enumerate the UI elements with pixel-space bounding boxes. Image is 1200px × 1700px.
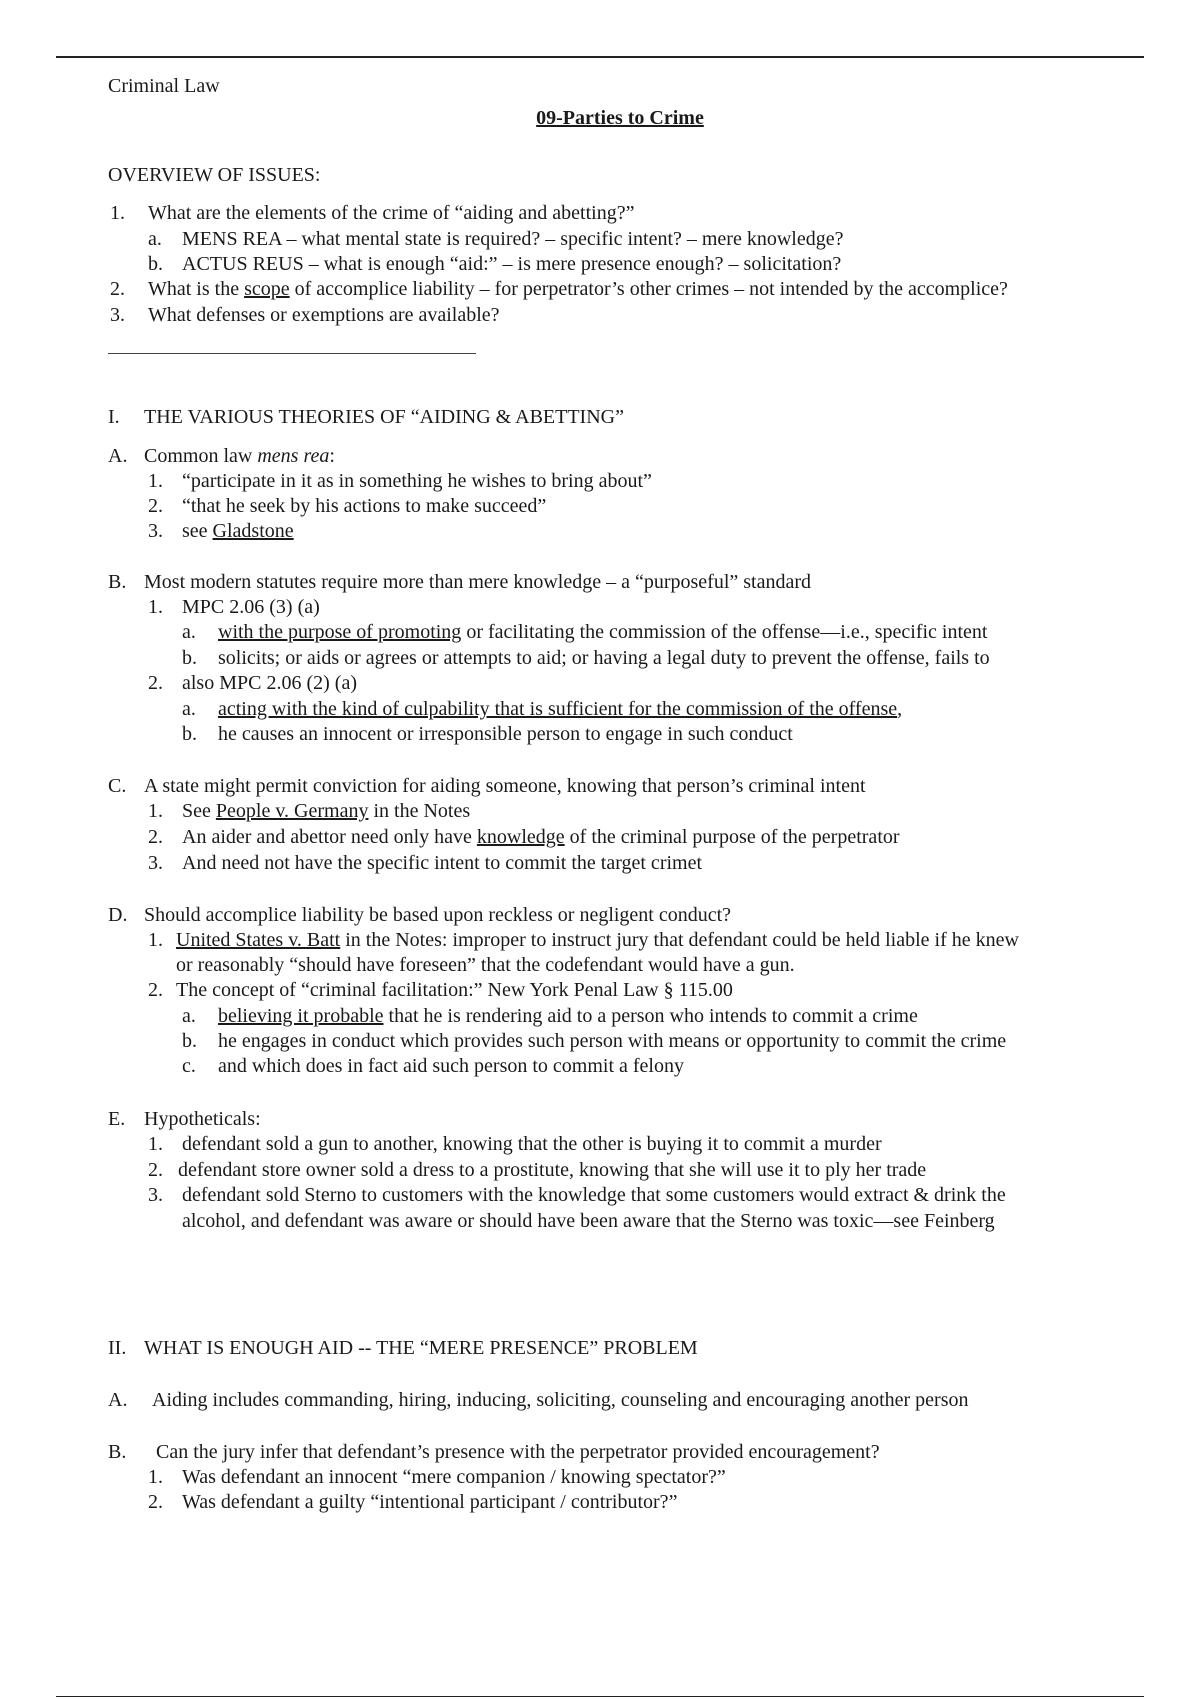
list-item: solicits; or aids or agrees or attempts to aid; or having a legal duty to prevent the offense, fails to — [218, 647, 990, 669]
list-item: defendant sold Sterno to customers with the knowledge that some customers would extract & drink the — [182, 1184, 1006, 1206]
section-number: I. — [108, 406, 120, 428]
subsection-letter: A. — [108, 1389, 128, 1411]
list-item: What are the elements of the crime of “aiding and abetting?” — [148, 202, 635, 224]
list-item: with the purpose of promoting or facilitating the commission of the offense—i.e., specific intent — [218, 621, 988, 643]
list-number: 1. — [148, 1466, 163, 1488]
list-number: a. — [182, 1005, 196, 1027]
list-item: What is the scope of accomplice liability – for perpetrator’s other crimes – not intended by the accomplice? — [148, 278, 1008, 300]
list-number: 3. — [148, 852, 163, 874]
list-number: 2. — [148, 979, 163, 1001]
list-item: MENS REA – what mental state is required? – specific intent? – mere knowledge? — [182, 228, 844, 250]
list-number: 2. — [110, 278, 125, 300]
list-item: defendant store owner sold a dress to a prostitute, knowing that she will use it to ply her trade — [178, 1159, 927, 1181]
subsection-heading: Hypotheticals: — [144, 1108, 261, 1130]
subsection-heading: Should accomplice liability be based upon reckless or negligent conduct? — [144, 904, 732, 926]
subsection-heading: Aiding includes commanding, hiring, inducing, soliciting, counseling and encouraging another person — [152, 1389, 969, 1411]
list-item: United States v. Batt in the Notes: improper to instruct jury that defendant could be held liable if he knew — [176, 929, 1019, 951]
subsection-heading: Most modern statutes require more than mere knowledge – a “purposeful” standard — [144, 571, 812, 593]
course-name: Criminal Law — [108, 75, 220, 97]
list-item-continuation: alcohol, and defendant was aware or should have been aware that the Sterno was toxic—see Feinberg — [182, 1210, 995, 1232]
list-item: and which does in fact aid such person to commit a felony — [218, 1055, 684, 1077]
subsection-letter: B. — [108, 1441, 127, 1463]
subsection-letter: E. — [108, 1108, 126, 1130]
list-item: defendant sold a gun to another, knowing that the other is buying it to commit a murder — [182, 1133, 882, 1155]
list-item: An aider and abettor need only have knowledge of the criminal purpose of the perpetrator — [182, 826, 900, 848]
list-number: a. — [182, 698, 196, 720]
list-item: Was defendant an innocent “mere companion / knowing spectator?” — [182, 1466, 726, 1488]
list-number: 1. — [148, 596, 163, 618]
list-item: And need not have the specific intent to commit the target crimet — [182, 852, 703, 874]
list-item: MPC 2.06 (3) (a) — [182, 596, 320, 618]
list-number: 3. — [110, 304, 125, 326]
list-item: What defenses or exemptions are available? — [148, 304, 500, 326]
subsection-letter: A. — [108, 445, 128, 467]
list-number: b. — [182, 723, 197, 745]
list-item: “participate in it as in something he wishes to bring about” — [182, 470, 652, 492]
subsection-letter: D. — [108, 904, 128, 926]
list-number: 2. — [148, 672, 163, 694]
list-number: 1. — [148, 1133, 163, 1155]
list-number: 3. — [148, 520, 163, 542]
section-heading: WHAT IS ENOUGH AID -- THE “MERE PRESENCE” PROBLEM — [144, 1337, 698, 1359]
list-number: b. — [148, 253, 163, 275]
subsection-letter: C. — [108, 775, 127, 797]
list-item-continuation: or reasonably “should have foreseen” that the codefendant would have a gun. — [176, 954, 795, 976]
list-item: See People v. Germany in the Notes — [182, 800, 471, 822]
subsection-heading: Can the jury infer that defendant’s presence with the perpetrator provided encouragement? — [156, 1441, 880, 1463]
subsection-letter: B. — [108, 571, 127, 593]
list-item: believing it probable that he is rendering aid to a person who intends to commit a crime — [218, 1005, 918, 1027]
list-item: ACTUS REUS – what is enough “aid:” – is mere presence enough? – solicitation? — [182, 253, 842, 275]
list-number: a. — [182, 621, 196, 643]
list-number: 2. — [148, 1491, 163, 1513]
list-number: 2. — [148, 826, 163, 848]
list-item: “that he seek by his actions to make succeed” — [182, 495, 547, 517]
list-number: 2. — [148, 495, 163, 517]
subsection-heading: Common law mens rea: — [144, 445, 335, 467]
list-number: b. — [182, 647, 197, 669]
list-number: c. — [182, 1055, 196, 1077]
top-rule — [56, 56, 1144, 58]
list-item: he engages in conduct which provides such person with means or opportunity to commit the crime — [218, 1030, 1007, 1052]
section-heading: THE VARIOUS THEORIES OF “AIDING & ABETTING” — [144, 406, 624, 428]
overview-heading: OVERVIEW OF ISSUES: — [108, 164, 321, 186]
section-number: II. — [108, 1337, 127, 1359]
list-number: 3. — [148, 1184, 163, 1206]
list-item: see Gladstone — [182, 520, 294, 542]
list-number: a. — [148, 228, 162, 250]
list-item: also MPC 2.06 (2) (a) — [182, 672, 357, 694]
list-item: acting with the kind of culpability that is sufficient for the commission of the offense, — [218, 698, 903, 720]
list-number: 1. — [148, 929, 163, 951]
bottom-rule — [56, 1696, 1144, 1697]
subsection-heading: A state might permit conviction for aiding someone, knowing that person’s criminal intent — [144, 775, 866, 797]
page-title: 09-Parties to Crime — [536, 107, 704, 129]
list-item: he causes an innocent or irresponsible person to engage in such conduct — [218, 723, 793, 745]
list-number: 2. — [148, 1159, 163, 1181]
divider — [108, 353, 476, 354]
list-number: b. — [182, 1030, 197, 1052]
list-item: The concept of “criminal facilitation:” New York Penal Law § 115.00 — [176, 979, 733, 1001]
list-number: 1. — [148, 800, 163, 822]
list-number: 1. — [148, 470, 163, 492]
list-item: Was defendant a guilty “intentional participant / contributor?” — [182, 1491, 678, 1513]
list-number: 1. — [110, 202, 125, 224]
